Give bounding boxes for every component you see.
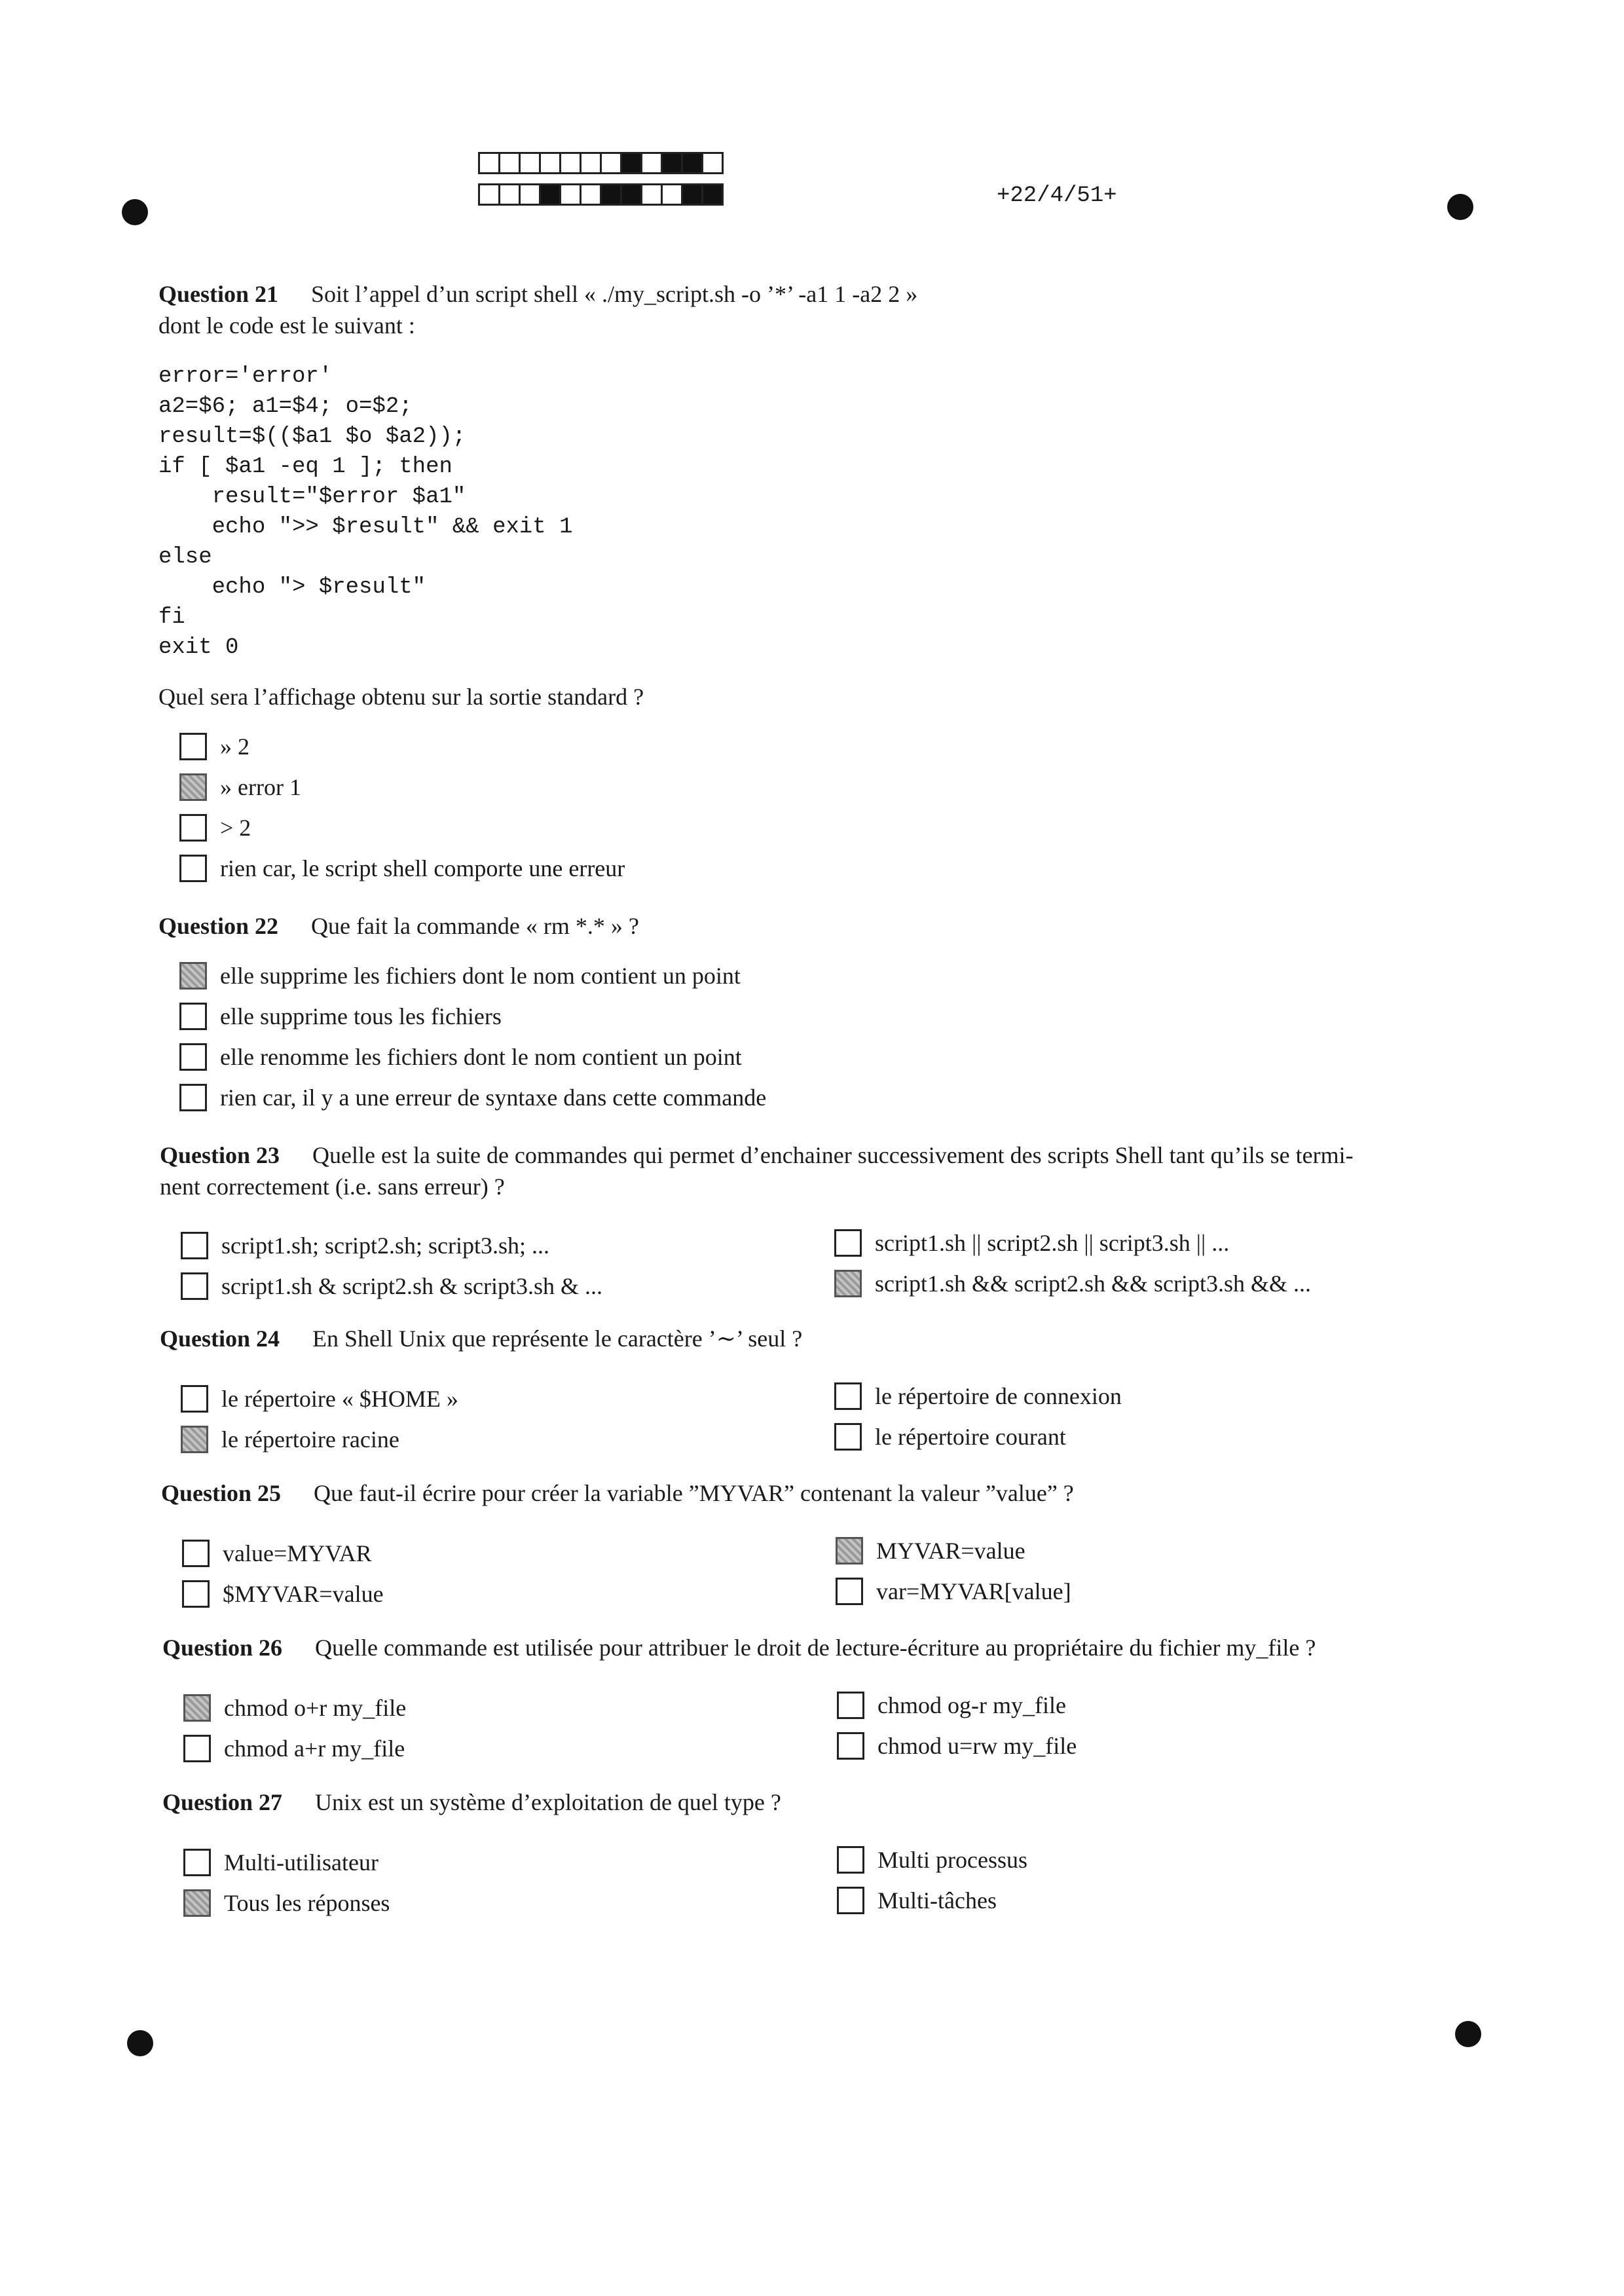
q27-option-3[interactable] bbox=[837, 1844, 1027, 1876]
q26-option-2[interactable] bbox=[183, 1733, 405, 1764]
option-label: » 2 bbox=[220, 733, 249, 760]
option-label: Multi processus bbox=[877, 1847, 1027, 1873]
checkbox[interactable] bbox=[179, 733, 207, 760]
question-text: Soit l’appel d’un script shell « ./my_script.sh -o ’*’ -a1 1 -a2 2 » bbox=[311, 281, 918, 307]
checkbox[interactable] bbox=[183, 1889, 211, 1917]
option-label: Multi-utilisateur bbox=[224, 1849, 378, 1876]
question-23-heading bbox=[160, 1139, 1354, 1171]
option-label: chmod u=rw my_file bbox=[877, 1733, 1077, 1759]
code-cell bbox=[661, 183, 683, 206]
q26-option-1[interactable] bbox=[183, 1692, 406, 1724]
question-text: Que faut-il écrire pour créer la variable ”MYVAR” contenant la valeur ”value” ? bbox=[314, 1480, 1074, 1506]
option-label: MYVAR=value bbox=[876, 1538, 1025, 1564]
q22-option-3[interactable] bbox=[179, 1041, 742, 1073]
question-number: Question 25 bbox=[161, 1480, 282, 1506]
q21-option-3[interactable] bbox=[179, 812, 251, 843]
code-cell bbox=[681, 183, 703, 206]
option-label: var=MYVAR[value] bbox=[876, 1578, 1071, 1604]
code-cell bbox=[701, 183, 724, 206]
code-cell bbox=[600, 152, 622, 174]
code-cell bbox=[580, 183, 602, 206]
code-cell bbox=[640, 183, 663, 206]
checkbox[interactable] bbox=[183, 1735, 211, 1762]
question-number: Question 27 bbox=[162, 1789, 283, 1815]
registration-mark-bottom-right bbox=[1455, 2021, 1481, 2047]
checkbox[interactable] bbox=[837, 1846, 864, 1874]
checkbox[interactable] bbox=[837, 1692, 864, 1719]
code-cell bbox=[620, 183, 642, 206]
code-cell bbox=[559, 183, 581, 206]
option-label: > 2 bbox=[220, 815, 251, 841]
question-26-heading bbox=[162, 1632, 1316, 1663]
q24-option-2[interactable] bbox=[181, 1424, 399, 1455]
code-cell bbox=[681, 152, 703, 174]
checkbox[interactable] bbox=[181, 1232, 208, 1259]
question-text: En Shell Unix que représente le caractère ’∼’ seul ? bbox=[312, 1325, 803, 1352]
checkbox[interactable] bbox=[836, 1578, 863, 1605]
code-cell bbox=[580, 152, 602, 174]
question-number: Question 21 bbox=[158, 281, 279, 307]
option-label: » error 1 bbox=[220, 774, 301, 800]
code-cell bbox=[661, 152, 683, 174]
checkbox[interactable] bbox=[834, 1423, 862, 1451]
checkbox[interactable] bbox=[837, 1887, 864, 1914]
question-21-heading bbox=[158, 278, 917, 310]
option-label: elle renomme les fichiers dont le nom contient un point bbox=[220, 1044, 742, 1070]
q25-option-1[interactable] bbox=[182, 1538, 372, 1569]
shell-script-code: error='error' a2=$6; a1=$4; o=$2; result=$(($a1 $o $a2)); if [ $a1 -eq 1 ]; then result="$error $a1" echo ">> $result" && exit 1 else echo "> $result" fi exit 0 bbox=[158, 364, 573, 660]
checkbox[interactable] bbox=[182, 1580, 210, 1608]
checkbox[interactable] bbox=[834, 1229, 862, 1257]
question-24-heading bbox=[160, 1323, 802, 1354]
question-22-heading bbox=[158, 910, 639, 942]
question-text: Que fait la commande « rm *.* » ? bbox=[311, 913, 639, 939]
page-code-row-1 bbox=[478, 152, 722, 174]
question-25-heading bbox=[161, 1477, 1074, 1509]
registration-mark-bottom-left bbox=[127, 2030, 153, 2056]
question-prompt: Quel sera l’affichage obtenu sur la sortie standard ? bbox=[158, 684, 644, 710]
q23-option-3[interactable] bbox=[834, 1227, 1229, 1259]
q22-option-2[interactable] bbox=[179, 1001, 502, 1032]
q25-option-3[interactable] bbox=[836, 1535, 1025, 1566]
checkbox[interactable] bbox=[181, 1272, 208, 1300]
option-label: chmod a+r my_file bbox=[224, 1735, 405, 1762]
q23-option-1[interactable] bbox=[181, 1230, 549, 1261]
q21-option-4[interactable] bbox=[179, 853, 625, 884]
code-cell bbox=[498, 152, 521, 174]
checkbox[interactable] bbox=[183, 1694, 211, 1722]
checkbox[interactable] bbox=[836, 1537, 863, 1565]
checkbox[interactable] bbox=[179, 962, 207, 990]
option-label: $MYVAR=value bbox=[223, 1581, 384, 1607]
option-label: Multi-tâches bbox=[877, 1887, 997, 1914]
page-id: +22/4/51+ bbox=[997, 183, 1117, 208]
q26-option-4[interactable] bbox=[837, 1730, 1077, 1762]
question-number: Question 22 bbox=[158, 913, 279, 939]
q26-option-3[interactable] bbox=[837, 1690, 1066, 1721]
q23-option-2[interactable] bbox=[181, 1270, 602, 1302]
question-text: Quelle commande est utilisée pour attribuer le droit de lecture-écriture au propriétaire du fichier my_file ? bbox=[315, 1635, 1316, 1661]
q23-option-4[interactable] bbox=[834, 1268, 1311, 1299]
option-label: script1.sh || script2.sh || script3.sh || ... bbox=[875, 1230, 1230, 1256]
checkbox[interactable] bbox=[181, 1426, 208, 1453]
registration-mark-top-left bbox=[122, 199, 148, 225]
code-cell bbox=[519, 152, 541, 174]
q21-option-2[interactable] bbox=[179, 771, 301, 803]
q25-option-4[interactable] bbox=[836, 1576, 1071, 1607]
option-label: le répertoire courant bbox=[875, 1424, 1066, 1450]
checkbox[interactable] bbox=[834, 1270, 862, 1297]
checkbox[interactable] bbox=[182, 1540, 210, 1567]
q25-option-2[interactable] bbox=[182, 1578, 384, 1610]
q27-option-1[interactable] bbox=[183, 1847, 378, 1878]
question-text-continued: dont le code est le suivant : bbox=[158, 312, 415, 339]
page-code-row-2 bbox=[478, 183, 722, 206]
option-label: rien car, il y a une erreur de syntaxe dans cette commande bbox=[220, 1084, 767, 1111]
checkbox[interactable] bbox=[179, 773, 207, 801]
question-number: Question 26 bbox=[162, 1635, 283, 1661]
registration-mark-top-right bbox=[1447, 194, 1473, 220]
checkbox[interactable] bbox=[179, 855, 207, 882]
question-number: Question 23 bbox=[160, 1142, 280, 1168]
code-cell bbox=[498, 183, 521, 206]
code-cell bbox=[701, 152, 724, 174]
code-cell bbox=[519, 183, 541, 206]
q24-option-3[interactable] bbox=[834, 1380, 1122, 1412]
option-label: elle supprime tous les fichiers bbox=[220, 1003, 502, 1029]
code-cell bbox=[478, 183, 500, 206]
question-text-continued: nent correctement (i.e. sans erreur) ? bbox=[160, 1174, 505, 1200]
code-cell bbox=[620, 152, 642, 174]
option-label: value=MYVAR bbox=[223, 1540, 372, 1566]
checkbox[interactable] bbox=[837, 1732, 864, 1760]
checkbox[interactable] bbox=[179, 1003, 207, 1030]
option-label: le répertoire racine bbox=[221, 1426, 399, 1453]
option-label: script1.sh; script2.sh; script3.sh; ... bbox=[221, 1232, 549, 1259]
option-label: script1.sh & script2.sh & script3.sh & ... bbox=[221, 1273, 602, 1299]
q27-option-4[interactable] bbox=[837, 1885, 997, 1916]
checkbox[interactable] bbox=[179, 1084, 207, 1111]
q24-option-1[interactable] bbox=[181, 1383, 458, 1415]
checkbox[interactable] bbox=[179, 1043, 207, 1071]
checkbox[interactable] bbox=[179, 814, 207, 842]
checkbox[interactable] bbox=[834, 1382, 862, 1410]
option-label: script1.sh && script2.sh && script3.sh && ... bbox=[875, 1270, 1311, 1297]
option-label: chmod og-r my_file bbox=[877, 1692, 1066, 1718]
option-label: le répertoire de connexion bbox=[875, 1383, 1122, 1409]
question-number: Question 24 bbox=[160, 1325, 280, 1352]
code-cell bbox=[559, 152, 581, 174]
q21-option-1[interactable] bbox=[179, 731, 249, 762]
code-cell bbox=[539, 152, 561, 174]
code-cell bbox=[539, 183, 561, 206]
option-label: chmod o+r my_file bbox=[224, 1695, 407, 1721]
code-cell bbox=[640, 152, 663, 174]
checkbox[interactable] bbox=[183, 1849, 211, 1876]
option-label: le répertoire « $HOME » bbox=[221, 1386, 458, 1412]
option-label: elle supprime les fichiers dont le nom contient un point bbox=[220, 963, 741, 989]
q22-option-4[interactable] bbox=[179, 1082, 766, 1113]
option-label: rien car, le script shell comporte une erreur bbox=[220, 855, 625, 881]
q22-option-1[interactable] bbox=[179, 960, 741, 991]
code-cell bbox=[478, 152, 500, 174]
q27-option-2[interactable] bbox=[183, 1887, 390, 1919]
question-27-heading bbox=[162, 1787, 781, 1818]
option-label: Tous les réponses bbox=[224, 1890, 390, 1916]
question-text: Quelle est la suite de commandes qui permet d’enchainer successivement des scripts Shell tant qu’ils se termi- bbox=[312, 1142, 1354, 1168]
checkbox[interactable] bbox=[181, 1385, 208, 1413]
q24-option-4[interactable] bbox=[834, 1421, 1066, 1453]
code-cell bbox=[600, 183, 622, 206]
question-text: Unix est un système d’exploitation de quel type ? bbox=[315, 1789, 781, 1815]
